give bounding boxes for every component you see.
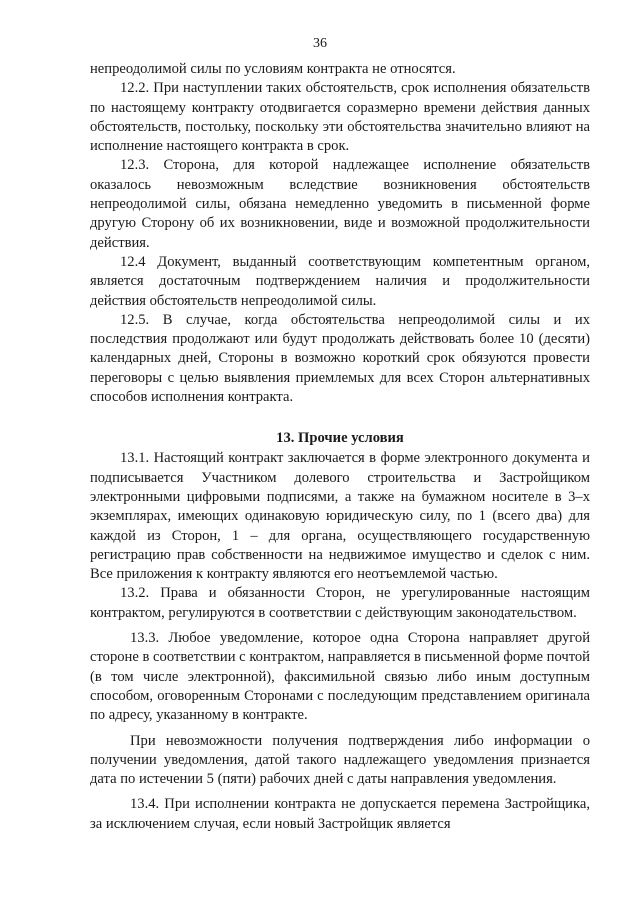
document-body <box>90 60 590 834</box>
paragraph-12-3: 12.3. Сторона, для которой надлежащее исполнение обязательств оказалось невозможным вследствие возникновения обстоятельств непреодолимой силы, обязана немедленно уведомить в письменной форме другую Сторону об их возникновении, виде и возможной продолжительности действия. <box>90 157 590 251</box>
paragraph-12-2: 12.2. При наступлении таких обстоятельств, срок исполнения обязательств по настоящему контракту отодвигается соразмерно времени действия данных обстоятельств, постольку, поскольку эти обстоятельства значительно влияют на исполнение настоящего контракта в срок. <box>90 80 590 155</box>
paragraph-13-3: 13.3. Любое уведомление, которое одна Сторона направляет другой стороне в соответствии с контрактом, направляется в письменной форме почтой (в том числе электронной), факсимильной связью либо иным доступным способом, оговоренным Сторонами с последующим представлением оригинала по адресу, указанному в контракте. <box>90 630 590 724</box>
paragraph-13-3-notice: При невозможности получения подтверждения либо информации о получении уведомления, датой такого надлежащего уведомления признается дата по истечении 5 (пяти) рабочих дней с даты направления уведомления. <box>90 732 590 788</box>
paragraph-13-4: 13.4. При исполнении контракта не допускается перемена Застройщика, за исключением случая, если новый Застройщик является <box>90 796 590 832</box>
section-heading-13: 13. Прочие условия <box>276 430 404 447</box>
paragraph-12-5: 12.5. В случае, когда обстоятельства непреодолимой силы и их последствия продолжают или будут продолжать действовать более 10 (десяти) календарных дней, Стороны в возможно короткий срок обязуются провести переговоры с целью выявления приемлемых для всех Сторон альтернативных способов исполнения контракта. <box>90 311 590 406</box>
page-number: 36 <box>313 36 327 51</box>
paragraph-12-4: 12.4 Документ, выданный соответствующим компетентным органом, является достаточным подтверждением наличия и продолжительности действия обстоятельств непреодолимой силы. <box>90 253 590 309</box>
paragraph-force-majeure-continuation: непреодолимой силы по условиям контракта не относятся. <box>90 61 456 77</box>
paragraph-13-1: 13.1. Настоящий контракт заключается в форме электронного документа и подписывается Участником долевого строительства и Застройщиком электронными цифровыми подписями, а также на бумажном носителе в 3–х экземплярах, имеющих одинаковую юридическую силу, по 1 (всего два) для каждой из Сторон, 1 – для органа, осуществляющего государственную регистрацию прав собственности на недвижимое имущество и сделок с ним. Все приложения к контракту являются его неотъемлемой частью. <box>90 450 590 583</box>
paragraph-13-2: 13.2. Права и обязанности Сторон, не урегулированные настоящим контрактом, регулируются в соответствии с действующим законодательством. <box>90 585 590 621</box>
